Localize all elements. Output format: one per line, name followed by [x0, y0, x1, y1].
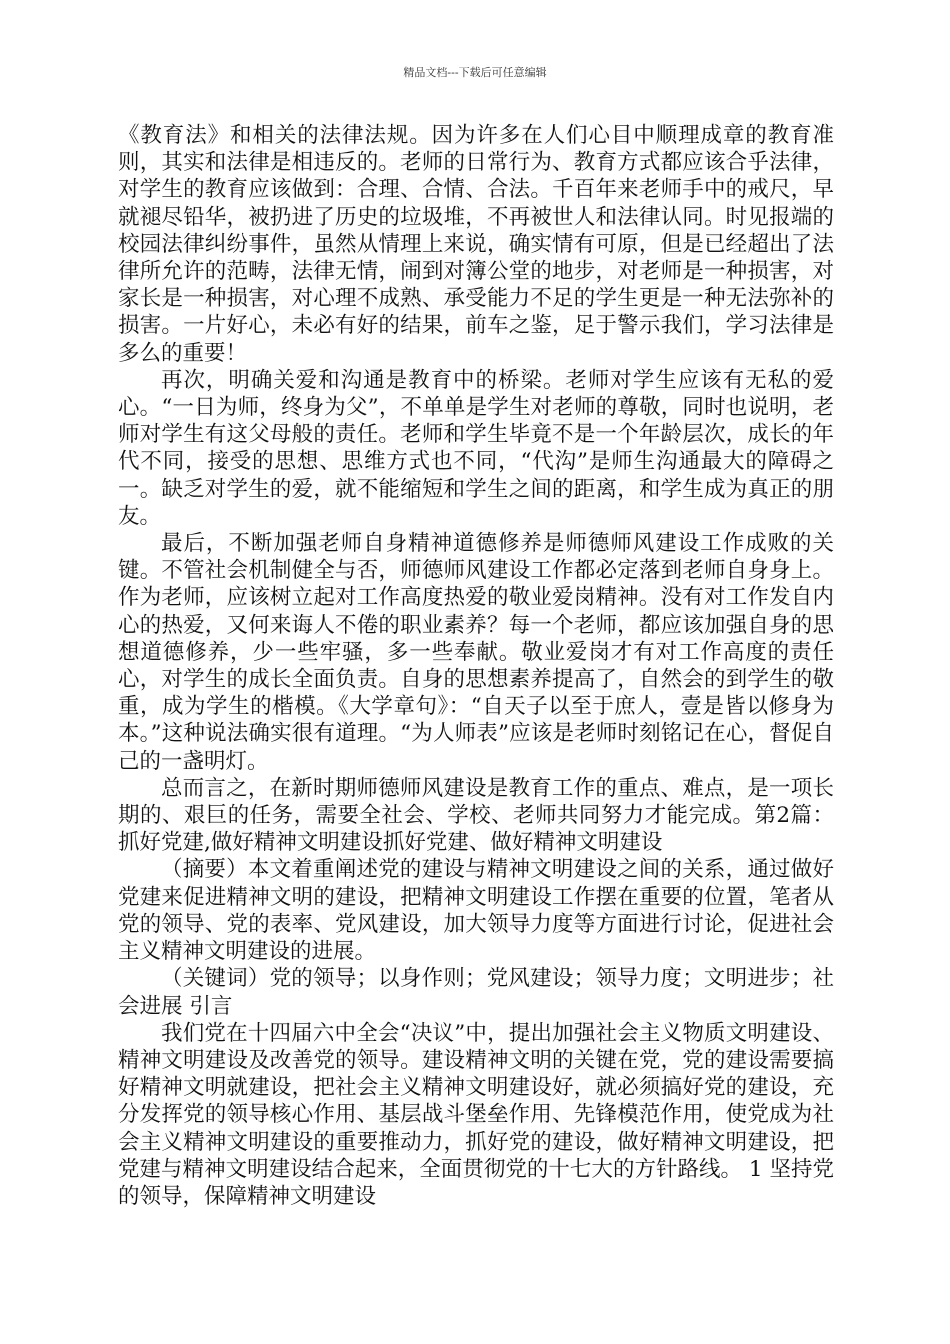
paragraph-conclusion: 总而言之，在新时期师德师风建设是教育工作的重点、难点，是一项长期的、艰巨的任务，需要全社会、学校、老师共同努力才能完成。第2篇：抓好党建,做好精神文明建设抓好党建、做好精神文明建设: [118, 775, 834, 856]
paragraph-keywords: （关键词）党的领导；以身作则；党风建设；领导力度；文明进步；社会进展 引言: [118, 966, 834, 1019]
paragraph-law: 《教育法》和相关的法律法规。因为许多在人们心目中顺理成章的教育准则，其实和法律是相违反的。老师的日常行为、教育方式都应该合乎法律，对学生的教育应该做到：合理、合情、合法。千百年来老师手中的戒尺，早就褪尽铅华，被扔进了历史的垃圾堆，不再被世人和法律认同。时见报端的校园法律纠纷事件，虽然从情理上来说，确实情有可原，但是已经超出了法律所允许的范畴，法律无情，闹到对簿公堂的地步，对老师是一种损害，对家长是一种损害，对心理不成熟、承受能力不足的学生更是一种无法弥补的损害。一片好心，未必有好的结果，前车之鉴，足于警示我们，学习法律是多么的重要！: [118, 123, 834, 366]
paragraph-introduction: 我们党在十四届六中全会“决议”中，提出加强社会主义物质文明建设、精神文明建设及改善党的领导。建设精神文明的关键在党，党的建设需要搞好精神文明就建设，把社会主义精神文明建设好，就必须搞好党的建设，充分发挥党的领导核心作用、基层战斗堡垒作用、先锋模范作用，使党成为社会主义精神文明建设的重要推动力，抓好党的建设，做好精神文明建设，把党建与精神文明建设结合起来，全面贯彻党的十七大的方针路线。 1 坚持党的领导，保障精神文明建设: [118, 1020, 834, 1209]
paragraph-self-cultivation: 最后，不断加强老师自身精神道德修养是师德师风建设工作成败的关键。不管社会机制健全与否，师德师风建设工作都必定落到老师自身身上。作为老师，应该树立起对工作高度热爱的敬业爱岗精神。没有对工作发自内心的热爱，又何来诲人不倦的职业素养？每一个老师，都应该加强自身的思想道德修养，少一些牢骚，多一些奉献。敬业爱岗才有对工作高度的责任心，对学生的成长全面负责。自身的思想素养提高了，自然会的到学生的敬重，成为学生的楷模。《大学章句》：“自天子以至于庶人，壹是皆以修身为本。”这种说法确实很有道理。“为人师表”应该是老师时刻铭记在心，督促自己的一盏明灯。: [118, 531, 834, 774]
page-header: 精品文档---下载后可任意编辑: [403, 66, 547, 79]
paragraph-care-communication: 再次，明确关爱和沟通是教育中的桥梁。老师对学生应该有无私的爱心。“一日为师，终身为父”，不单单是学生对老师的尊敬，同时也说明，老师对学生有这父母般的责任。老师和学生毕竟不是一个年龄层次，成长的年代不同，接受的思想、思维方式也不同，“代沟”是师生沟通最大的障碍之一。缺乏对学生的爱，就不能缩短和学生之间的距离，和学生成为真正的朋友。: [118, 367, 834, 529]
paragraph-abstract: （摘要）本文着重阐述党的建设与精神文明建设之间的关系，通过做好党建来促进精神文明的建设，把精神文明建设工作摆在重要的位置，笔者从党的领导、党的表率、党风建设，加大领导力度等方面进行讨论，促进社会主义精神文明建设的进展。: [118, 857, 834, 965]
document-body: [118, 122, 834, 1210]
